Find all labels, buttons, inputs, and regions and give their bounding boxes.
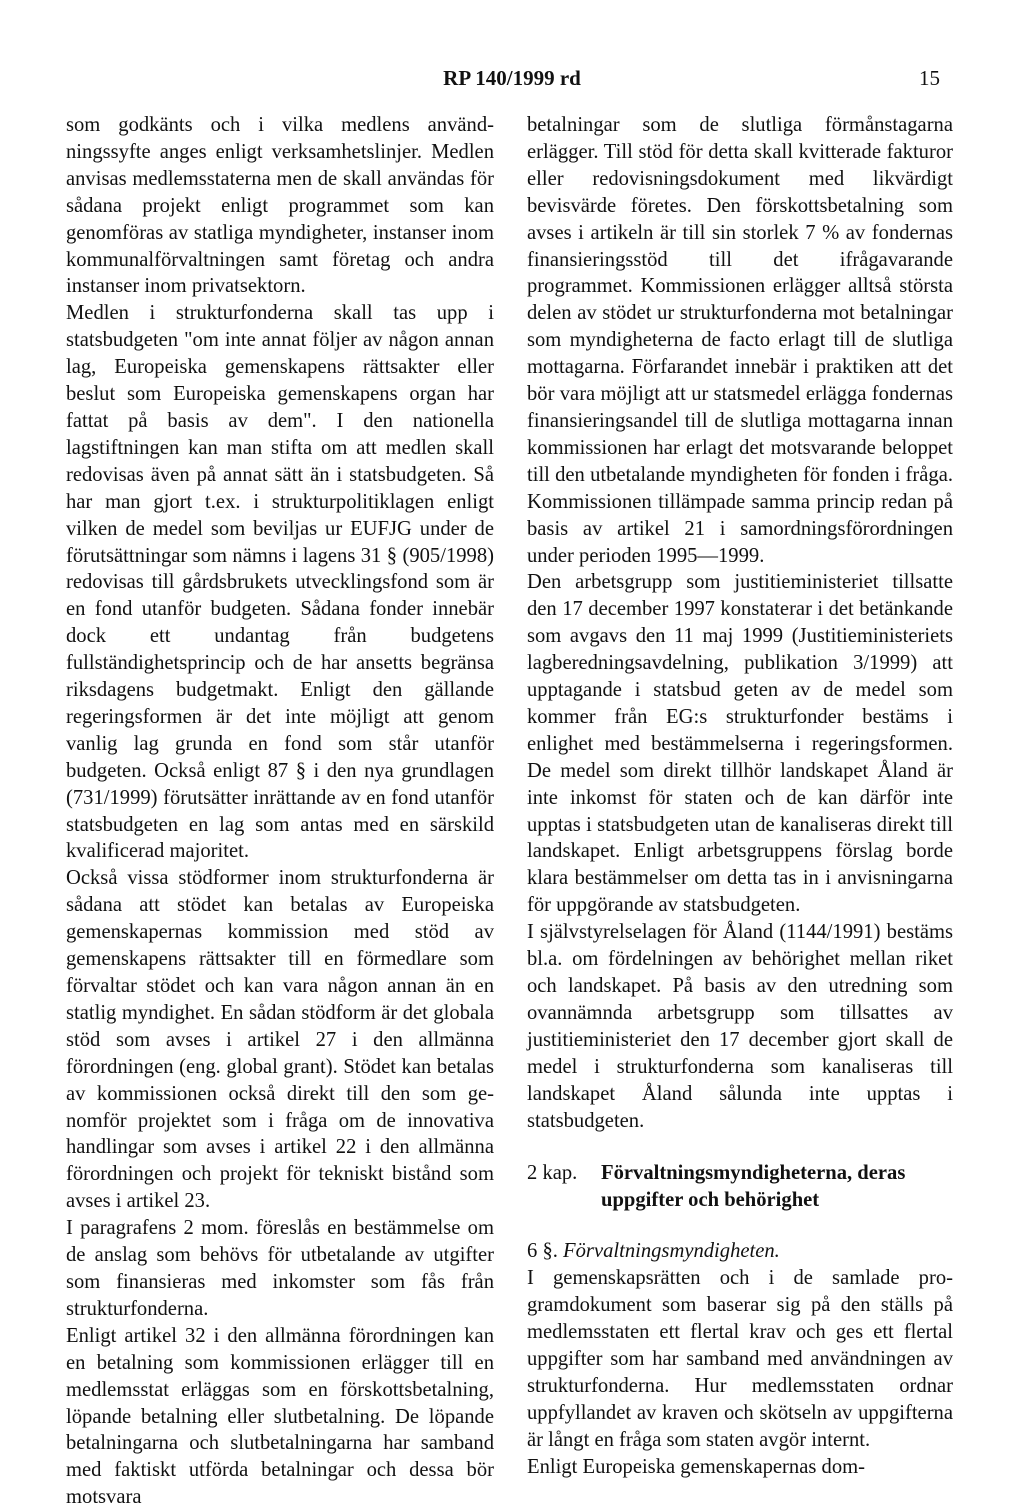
paragraph: Också vissa stödformer inom strukturfonderna är sådana att stödet kan betalas av Europeiska gemenskapernas kommission med stöd av gemenskapens rättsakter till en förmedlare som förvaltar stödet och kan vara någon annan än en statlig myndighet. En sådan stödform är det globala stöd som avses i artikel 27 i den allmänna förordningen (eng. global grant). Stödet kan betalas av kommissionen också direkt till den som genomför projektet som i fråga om de innovativa handlingar som avses i artikel 22 i den allmänna förordningen och projekt för tekniskt bistånd som avses i artikel 23. [66,867,494,1213]
paragraph: I paragrafens 2 mom. föreslås en bestämmelse om de anslag som behövs för utbetalande av utgifter som finansieras med inkomster som fås från strukturfonderna. [66,1217,494,1320]
page-header [0,62,1024,94]
page-number: 15 [919,66,940,90]
chapter-number: 2 kap. [527,1162,578,1185]
section-heading [527,1238,953,1265]
section-number: 6 §. [527,1240,558,1263]
chapter-heading [527,1160,953,1214]
paragraph: Enligt Europeiska gemenskapernas dom- [527,1455,865,1478]
right-column [527,112,953,1480]
paragraph: betalningar som de slutliga förmånstagarna erlägger. Till stöd för detta skall kvitterade fakturor eller redovisningsdokument med likvärdigt bevisvärde företes. Den förskottsbetalning som avses i artikeln är till sin storlek 7 % av fondernas finansieringsstöd till det ifrågavarande programmet. Kommissionen erlägger alltså största delen av stödet ur strukturfonderna mot betalningar som myndigheterna de facto erlagt till de slutliga mottagarna. Förfarandet innebär i praktiken att det bör vara möjligt att ur statsmedel erlägga fondernas finansieringsandel till de slutliga mottagarna innan kommissionen har erlagt det motsvarande beloppet till den utbetalande myndigheten för fonden i fråga. Kommissionen tillämpade samma princip redan på basis av artikel 21 i samordningsförordningen under perioden 1995—1999. [527,114,953,567]
paragraph: Medlen i strukturfonderna skall tas upp i statsbudgeten "om inte annat följer av någon annan lag, Europeiska gemenskapens rättsakter eller beslut som Europeiska gemenskapens organ har fattat på basis av dem". I den nationella lagstiftningen kan man stifta om att medlen skall redovisas även på annat sätt än i statsbudgeten. Så har man gjort t.ex. i strukturpolitiklagen enligt vilken de medel som beviljas ur EUFJG under de förutsättningar som nämns i lagens 31 § (905/1998) redovisas till gårdsbrukets utvecklingsfond som är en fond utanför budgeten. Sådana fonder innebär dock ett undantag från budgetens fullständighetsprincip och de har ansetts begränsa riksdagens budgetmakt. Enligt den gällande regeringsformen är det inte möjligt att genom vanlig lag grunda en fond som står utanför budgeten. Också enligt 87 § i den nya grundlagen (731/1999) förutsätter inrättande av en fond utanför statsbudgeten en lag som antas med en särskild kvalificerad majoritet. [66,302,494,863]
paragraph: Enligt artikel 32 i den allmänna förordningen kan en betalning som kommissionen erlägger till en medlemsstat erläggas som en förskottsbetalning, löpande betalning eller slutbetalning. De löpande betalningarna och slutbetalningarna har samband med faktiskt utförda betalningar och dessa bör motsvara [66,1324,494,1509]
document-title: RP 140/1999 rd [443,66,581,90]
paragraph: som godkänts och i vilka medlens användningssyfte anges enligt verksamhetslinjer. Medlen anvisas medlemsstaterna men de skall användas för sådana projekt enligt programmet som kan genomföras av statliga myndigheter, instanser inom kommunalförvaltningen samt företag och andra instanser inom privatsektorn. [66,114,494,298]
paragraph: I gemenskapsrätten och i de samlade programdokument som baserar sig på den ställs på medlemsstaten ett flertal krav och ges ett flertal uppgifter som har samband med användningen av strukturfonderna. Hur medlemsstaten ordnar uppfyllandet av kraven och skötseln av uppgifterna är långt en fråga som staten avgör internt. [527,1267,953,1451]
paragraph: I självstyrelselagen för Åland (1144/1991) bestäms bl.a. om fördelningen av behörighet mellan riket och landskapet. På basis av den utredning som ovannämnda arbetsgrupp som tillsattes av justitieministeriet den 17 december gjort skall de medel i strukturfonderna som kanaliseras till landskapet Åland sålunda inte upptas i statsbudgeten. [527,921,953,1132]
chapter-title: Förvaltningsmyndigheterna, deras uppgifter och behörighet [601,1162,906,1212]
left-column [66,112,494,1511]
section-title: Förvaltningsmyndigheten. [563,1240,780,1263]
paragraph: Den arbetsgrupp som justitieministeriet tillsatte den 17 december 1997 konstaterar i det betänkande som avgavs den 11 maj 1999 (Justitieministeriets lagberedningsavdelning, publikation 3/1999) att upptagande i statsbud geten av de medel som kommer från EG:s strukturfonder bestäms i enlighet med bestämmelserna i regeringsformen. De medel som direkt tillhör landskapet Åland är inte inkomst för staten och de kan därför inte upptas i statsbudgeten utan de kanaliseras direkt till landskapet. Enligt arbetsgruppens förslag borde klara bestämmelser om detta tas in i anvisningarna för uppgörande av statsbudgeten. [527,571,953,917]
